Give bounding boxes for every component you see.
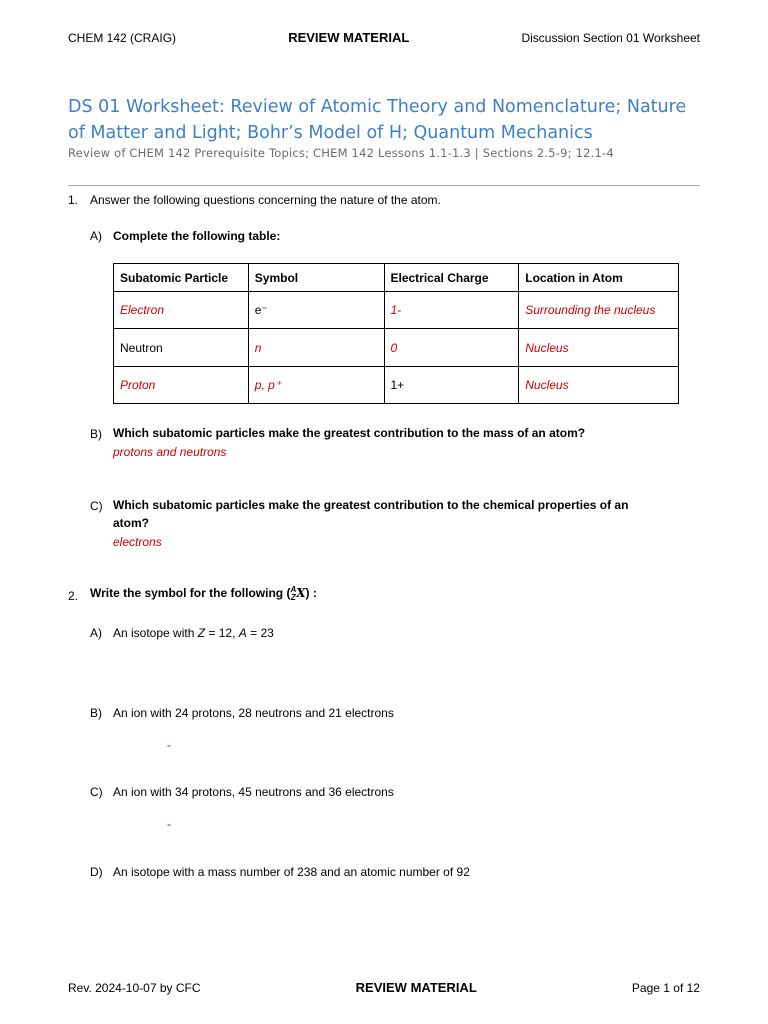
q1c-letter: C) <box>90 499 103 513</box>
footer-revision: Rev. 2024-10-07 by CFC <box>68 981 201 995</box>
q1b-text: Which subatomic particles make the greatest contribution to the mass of an atom? <box>113 426 586 440</box>
table-cell: Electron <box>114 292 249 329</box>
q1b-answer: protons and neutrons <box>113 445 227 459</box>
subatomic-table <box>113 263 679 404</box>
q2a-text <box>113 626 274 640</box>
q2c-text: An ion with 34 protons, 45 neutrons and 36 electrons <box>113 785 394 799</box>
q2-text <box>90 586 317 602</box>
header-worksheet: Discussion Section 01 Worksheet <box>521 31 700 45</box>
q1c-text-continued: atom? <box>113 516 149 530</box>
atomic-number-symbol: Z <box>290 593 296 602</box>
q2-text-suffix: ) : <box>305 586 317 601</box>
element-symbol: X <box>296 586 306 601</box>
q2b-letter: B) <box>90 706 102 720</box>
q1a-text: Complete the following table: <box>113 229 281 243</box>
table-header: Symbol <box>248 264 384 292</box>
q1-number: 1. <box>68 193 79 207</box>
q2c-answer-mark: - <box>167 817 171 831</box>
footer-review-label: REVIEW MATERIAL <box>355 980 477 995</box>
q2a-text-mid: = 12, <box>205 626 239 640</box>
q2-text-prefix: Write the symbol for the following ( <box>90 586 291 601</box>
table-cell: Nucleus <box>519 329 679 367</box>
table-header: Location in Atom <box>519 264 679 292</box>
table-cell: 1+ <box>384 367 519 404</box>
mass-number-symbol: A <box>290 585 297 594</box>
q1-text: Answer the following questions concerning the nature of the atom. <box>90 193 441 207</box>
q2-number: 2. <box>68 589 79 603</box>
table-cell: 0 <box>384 329 519 367</box>
q2a-z: Z <box>197 626 206 640</box>
table-header: Electrical Charge <box>384 264 519 292</box>
footer-page-number: Page 1 of 12 <box>631 981 700 995</box>
q2d-text: An isotope with a mass number of 238 and an atomic number of 92 <box>113 865 470 879</box>
q2c-letter: C) <box>90 785 103 799</box>
q2a-letter: A) <box>90 626 102 640</box>
table-cell: Nucleus <box>519 367 679 404</box>
header-review-label: REVIEW MATERIAL <box>288 30 410 45</box>
table-cell: e⁻ <box>248 292 384 329</box>
table-header: Subatomic Particle <box>114 264 249 292</box>
table-cell: Neutron <box>114 329 249 367</box>
q2a-a: A <box>238 626 247 640</box>
page-footer <box>68 980 700 995</box>
worksheet-subtitle: Review of CHEM 142 Prerequisite Topics; CHEM 142 Lessons 1.1-1.3 | Sections 2.5-9; 12.1-4 <box>68 146 614 160</box>
title-divider <box>68 185 700 186</box>
table-row <box>114 367 679 404</box>
q1b-letter: B) <box>90 427 102 441</box>
table-cell: n <box>248 329 384 367</box>
table-cell: p, p⁺ <box>248 367 384 404</box>
q1c-text: Which subatomic particles make the greatest contribution to the chemical properties of an <box>113 498 629 512</box>
table-cell: Surrounding the nucleus <box>519 292 679 329</box>
worksheet-title: DS 01 Worksheet: Review of Atomic Theory and Nomenclature; Nature of Matter and Light; Bohr’s Model of H; Quantum Mechanics <box>68 97 687 143</box>
table-row <box>114 292 679 329</box>
header-course: CHEM 142 (CRAIG) <box>68 31 177 45</box>
table-cell: Proton <box>114 367 249 404</box>
q2b-text: An ion with 24 protons, 28 neutrons and 21 electrons <box>113 706 394 720</box>
table-row <box>114 329 679 367</box>
q1c-answer: electrons <box>113 535 162 549</box>
page-header <box>68 30 700 45</box>
q2d-letter: D) <box>90 865 103 879</box>
table-cell: 1- <box>384 292 519 329</box>
q2a-text-post: = 23 <box>246 626 274 640</box>
table-header-row <box>114 264 679 292</box>
q2b-answer-mark: - <box>167 738 171 752</box>
q1a-letter: A) <box>90 229 102 243</box>
q2a-text-pre: An isotope with <box>113 626 198 640</box>
